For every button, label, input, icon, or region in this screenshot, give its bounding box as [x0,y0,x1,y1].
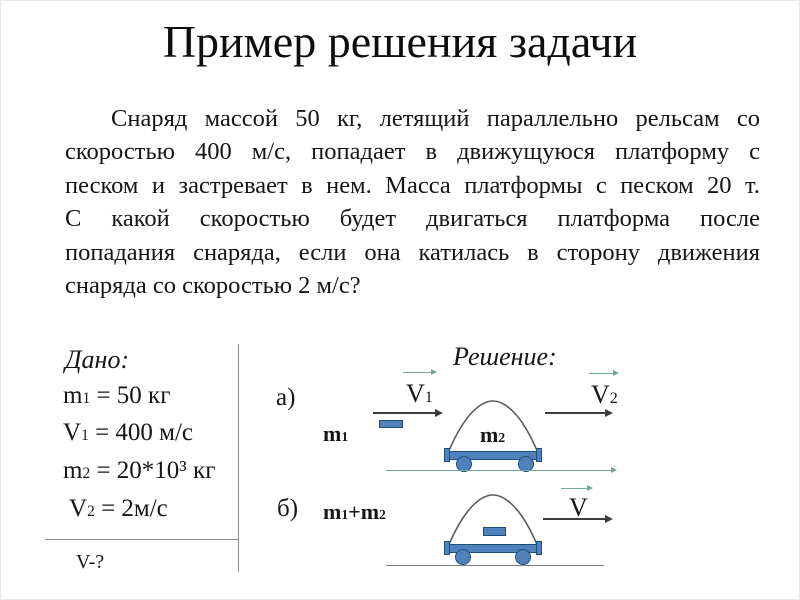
platform-end-cap [444,448,450,462]
problem-line: С какой скоростью будет двигаться платформа после [65,205,760,233]
problem-line: попадания снаряда, если она катилась в сторону движения [65,238,760,266]
rail-line-arrow [386,470,615,471]
platform-end-cap [444,541,450,555]
v2-label: V2 [591,380,618,409]
given-item-v2: V2 = 2м/с [69,495,168,522]
v-label: V [569,493,588,522]
problem-line: Снаряд массой 50 кг, летящий параллельно рельсам со [111,105,760,132]
v1-label: V1 [406,379,433,408]
embedded-projectile-rect [483,527,506,536]
projectile-mass-label: m1 [323,421,349,446]
given-separator-line [45,539,238,540]
v1-vector-arrow [403,372,435,373]
platform-end-cap [536,541,542,555]
platform-wheel [455,549,471,565]
given-item-m1: m1 = 50 кг [63,382,171,409]
given-item-v1: V1 = 400 м/с [63,419,194,446]
given-header: Дано: [65,345,130,374]
v2-vector-arrow [589,373,617,374]
problem-line: скоростью 400 м/с, попадает в движущуюся платформу с [65,138,760,166]
v2-velocity-arrow [545,412,611,414]
combined-mass-label: m1+m2 [323,499,386,524]
v-velocity-arrow [543,518,611,520]
problem-text [65,102,760,302]
ground-line [386,565,604,566]
case-a-label: а) [276,384,296,411]
given-unknown: V-? [76,551,105,573]
given-divider-line [238,344,239,572]
page-title: Пример решения задачи [162,16,638,67]
given-item-m2: m2 = 20*10³ кг [63,457,216,484]
v-vector-arrow [561,488,591,489]
platform-end-cap [536,448,542,462]
problem-line: песком и застревает в нем. Масса платформы с песком 20 т. [65,171,760,199]
v1-velocity-arrow [373,412,441,414]
case-b-label: б) [277,495,299,522]
platform-mass-label: m2 [480,422,506,447]
platform-wheel [515,549,531,565]
sand-dome [447,494,539,548]
projectile-rect [379,420,403,428]
problem-line: снаряда со скоростью 2 м/с? [65,272,361,300]
solution-header: Решение: [453,342,557,371]
